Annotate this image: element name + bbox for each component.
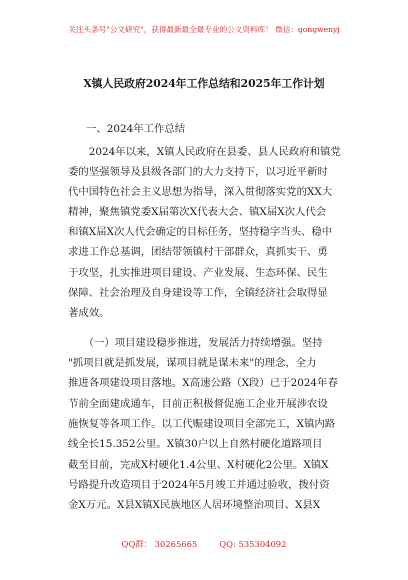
paragraph-line: 施恢复等各项工作。以工代赈建设项目全部完工，X镇内路: [68, 418, 336, 430]
footer-qq-group: QQ群： 30265665: [121, 539, 198, 549]
paragraph-line: 委的坚强领导及县级各部门的大力支持下，以习近平新时: [68, 166, 328, 178]
watermark-banner: 关注头条号"公文研究"，获得最新最全最专业的公文资料库！ 微信：gongwenyj: [68, 25, 340, 34]
footer-contact: [0, 538, 408, 550]
paragraph-line: 代中国特色社会主义思想为指导，深入贯彻落实党的XX大: [68, 186, 333, 198]
paragraph-line: 著成效。: [68, 307, 110, 319]
paragraph-line: 精神，聚焦镇党委X届第次X代表大会、镇X届X次人代会: [68, 206, 327, 218]
paragraph-line: 金X万元。X县X镇X民族地区人居环境整治项目、X县X: [68, 499, 321, 511]
paragraph-line: 求进工作总基调，团结带领镇村干部群众，真抓实干、勇: [68, 246, 328, 258]
paragraph-line: 截至目前，完成X村硬化1.4公里、X村硬化2公里。X镇X: [68, 459, 329, 471]
paragraph-line: 号路提升改造项目于2024年5月竣工并通过验收，拨付资: [68, 479, 330, 491]
paragraph-line: 于攻坚，扎实推进项目建设、产业发展、生态环保、民生: [68, 267, 328, 279]
paragraph-line: 节前全面建成通车，目前正积极督促施工企业开展涉农设: [68, 398, 328, 410]
paragraph-line: 线全长15.352公里。X镇30户以上自然村硬化道路项目: [68, 438, 323, 450]
paragraph-line: 保障、社会治理及自身建设等工作，全镇经济社会取得显: [68, 287, 328, 299]
document-title: X镇人民政府2024年工作总结和2025年工作计划: [83, 77, 325, 90]
footer-qq-number: QQ: 535304092: [219, 539, 287, 549]
section-heading: 一、2024年工作总结: [86, 123, 186, 135]
paragraph-line: 2024年以来，X镇人民政府在县委、县人民政府和镇党: [68, 146, 341, 158]
paragraph-line: （一）项目建设稳步推进，发展活力持续增强。坚持: [68, 337, 323, 349]
paragraph-line: "抓项目就是抓发展，谋项目就是谋未来"的理念，全力: [68, 357, 317, 369]
paragraph-line: 和镇X届X次人代会确定的目标任务，坚持稳字当头、稳中: [68, 226, 333, 238]
paragraph-line: 推进各项建设项目落地。X高速公路（X段）已于2024年春: [68, 377, 338, 389]
